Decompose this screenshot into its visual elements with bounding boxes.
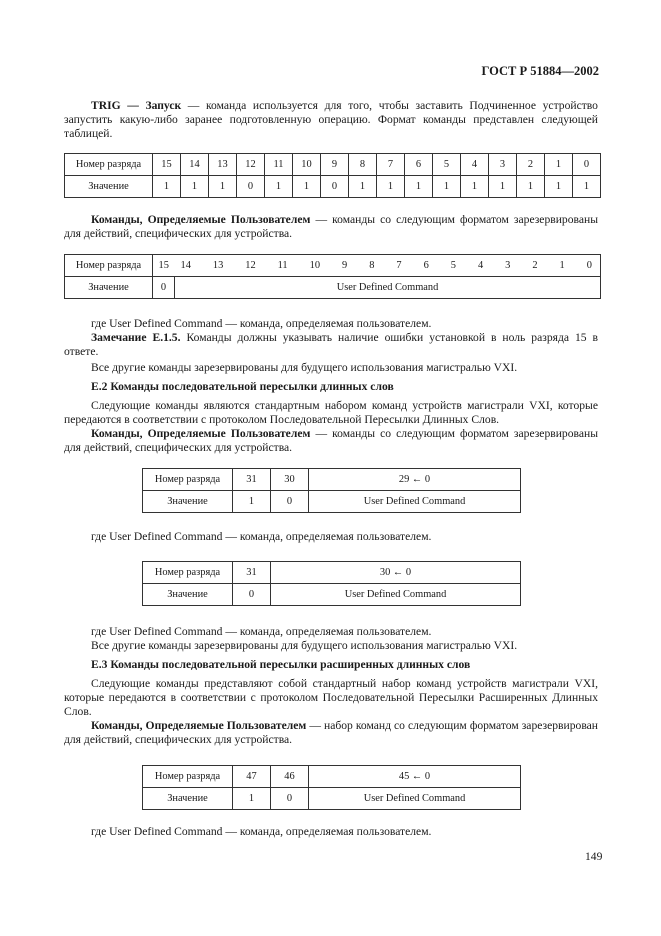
bit-number: 46 <box>271 766 309 788</box>
row-label: Номер разряда <box>143 766 233 788</box>
bit-number: 10 <box>309 260 321 271</box>
bit-number: 1 <box>545 154 573 176</box>
bit-number: 0 <box>586 260 592 271</box>
bit-number: 13 <box>212 260 224 271</box>
udc-term: Команды, Определяемые Пользователем <box>91 719 307 732</box>
bit-value: 1 <box>293 176 321 198</box>
bit-number: 6 <box>423 260 429 271</box>
row-label: Номер разряда <box>65 154 153 176</box>
bit-number: 12 <box>237 154 265 176</box>
table-row <box>65 176 601 198</box>
command-value: User Defined Command <box>271 584 521 606</box>
bit-number: 12 <box>245 260 256 271</box>
udc-bit-table-16 <box>64 254 601 299</box>
trig-term: TRIG — Запуск <box>91 99 182 112</box>
text-block-e3 <box>64 625 598 747</box>
table-row <box>65 154 601 176</box>
row-label: Номер разряда <box>65 255 153 277</box>
bit-value: 0 <box>271 491 309 513</box>
udc-paragraph <box>64 213 598 241</box>
note-term: Замечание Е.1.5. <box>91 331 181 344</box>
bit-range: 45 ← 0 <box>309 766 521 788</box>
bit-number: 1 <box>559 260 565 271</box>
bit-value: 1 <box>573 176 601 198</box>
udc-text: — команды со следующим форматом зарезервированы для действий, специфических для устройства. <box>64 427 598 454</box>
row-label: Значение <box>143 491 233 513</box>
trig-paragraph <box>64 99 598 141</box>
bit-number: 4 <box>461 154 489 176</box>
bit-number: 2 <box>532 260 538 271</box>
row-label: Значение <box>65 277 153 299</box>
bit-value: 0 <box>271 788 309 810</box>
bit-range: 29 ← 0 <box>309 469 521 491</box>
bit-number: 15 <box>153 154 181 176</box>
command-value: User Defined Command <box>309 491 521 513</box>
reserved-text: Все другие команды зарезервированы для будущего использования магистралью VXI. <box>91 639 518 652</box>
udc-term: Команды, Определяемые Пользователем <box>91 427 311 440</box>
bit-value: 1 <box>209 176 237 198</box>
bit-number: 5 <box>433 154 461 176</box>
bit-value: 0 <box>237 176 265 198</box>
row-label: Номер разряда <box>143 469 233 491</box>
bit-number: 11 <box>265 154 293 176</box>
row-label: Номер разряда <box>143 562 233 584</box>
bit-number: 3 <box>505 260 511 271</box>
udc-bit-table-32-short <box>142 561 521 606</box>
section-text-e3: Следующие команды представляют собой стандартный набор команд устройств магистрали VXI, которые передаются в соответствии с протоколом Последовательной Пересылки Расширенных Длинных Слов. <box>64 677 598 718</box>
bit-number: 7 <box>396 260 402 271</box>
udc-text: — команды со следующим форматом зарезервированы для действий, специфических для устройства. <box>64 213 598 240</box>
bit-value: 1 <box>405 176 433 198</box>
where-paragraph <box>64 825 598 839</box>
bit-value: 0 <box>321 176 349 198</box>
page-number: 149 <box>585 850 603 863</box>
bit-number: 14 <box>181 154 209 176</box>
table-row <box>65 255 601 277</box>
bit-number: 6 <box>405 154 433 176</box>
section-heading-e2: Е.2 Команды последовательной пересылки длинных слов <box>91 380 394 393</box>
reserved-text: Все другие команды зарезервированы для будущего использования магистралью VXI. <box>91 361 518 374</box>
bit-number: 47 <box>233 766 271 788</box>
bit-number: 0 <box>573 154 601 176</box>
bit-value: 0 <box>233 584 271 606</box>
bit-number: 10 <box>293 154 321 176</box>
where-text: где User Defined Command — команда, определяемая пользователем. <box>91 825 432 838</box>
bit-value: 1 <box>233 788 271 810</box>
bit-number: 7 <box>377 154 405 176</box>
trig-text: — команда используется для того, чтобы заставить Подчиненное устройство запустить какую-либо заранее подготовленную операцию. Формат команды представлен следующей таблицей. <box>64 99 598 140</box>
udc-bit-table-32 <box>142 468 521 513</box>
bit-value: 1 <box>545 176 573 198</box>
bit-value: 1 <box>433 176 461 198</box>
bit-range: 30 ← 0 <box>271 562 521 584</box>
text-block-e2 <box>64 317 598 455</box>
where-text: где User Defined Command — команда, определяемая пользователем. <box>91 317 432 330</box>
table-row <box>143 788 521 810</box>
table-row <box>143 766 521 788</box>
bit-value: 1 <box>181 176 209 198</box>
bit-number: 11 <box>277 260 288 271</box>
table-row <box>143 584 521 606</box>
bit-value: 1 <box>153 176 181 198</box>
document-header: ГОСТ Р 51884—2002 <box>481 64 599 78</box>
bit-value: 0 <box>153 277 175 299</box>
where-paragraph <box>64 530 598 544</box>
bit-value: 1 <box>377 176 405 198</box>
bit-number: 31 <box>233 469 271 491</box>
bit-number: 4 <box>477 260 484 271</box>
note-text: Команды должны указывать наличие ошибки установкой в ноль разряда 15 в ответе. <box>64 331 598 358</box>
bit-number-range <box>175 255 601 277</box>
section-heading-e3: Е.3 Команды последовательной пересылки расширенных длинных слов <box>91 658 471 671</box>
bit-number: 2 <box>517 154 545 176</box>
command-value: User Defined Command <box>309 788 521 810</box>
trig-bit-table <box>64 153 601 198</box>
bit-number: 14 <box>180 260 191 271</box>
bit-value: 1 <box>233 491 271 513</box>
bit-number: 3 <box>489 154 517 176</box>
bit-number: 31 <box>233 562 271 584</box>
section-text-e2: Следующие команды являются стандартным набором команд устройств магистрали VXI, которые передаются в соответствии с протоколом Последовательной Пересылки Длинных Слов. <box>64 399 598 426</box>
bit-value: 1 <box>461 176 489 198</box>
row-label: Значение <box>65 176 153 198</box>
row-label: Значение <box>143 788 233 810</box>
table-row <box>143 469 521 491</box>
udc-term: Команды, Определяемые Пользователем <box>91 213 311 226</box>
bit-number: 9 <box>342 260 348 271</box>
bit-number: 5 <box>450 260 456 271</box>
bit-number: 30 <box>271 469 309 491</box>
bit-value: 1 <box>489 176 517 198</box>
bit-number: 8 <box>349 154 377 176</box>
udc-bit-table-48 <box>142 765 521 810</box>
bit-number: 8 <box>369 260 375 271</box>
where-text: где User Defined Command — команда, определяемая пользователем. <box>91 625 432 638</box>
bit-number: 15 <box>153 255 175 277</box>
udc-text: — набор команд со следующим форматом зарезервирован для действий, специфических для устройства. <box>64 719 598 746</box>
bit-value: 1 <box>265 176 293 198</box>
table-row <box>65 277 601 299</box>
bit-number: 9 <box>321 154 349 176</box>
bit-number: 13 <box>209 154 237 176</box>
table-row <box>143 562 521 584</box>
row-label: Значение <box>143 584 233 606</box>
command-value: User Defined Command <box>175 277 601 299</box>
where-text: где User Defined Command — команда, определяемая пользователем. <box>91 530 432 543</box>
bit-value: 1 <box>349 176 377 198</box>
bit-value: 1 <box>517 176 545 198</box>
table-row <box>143 491 521 513</box>
